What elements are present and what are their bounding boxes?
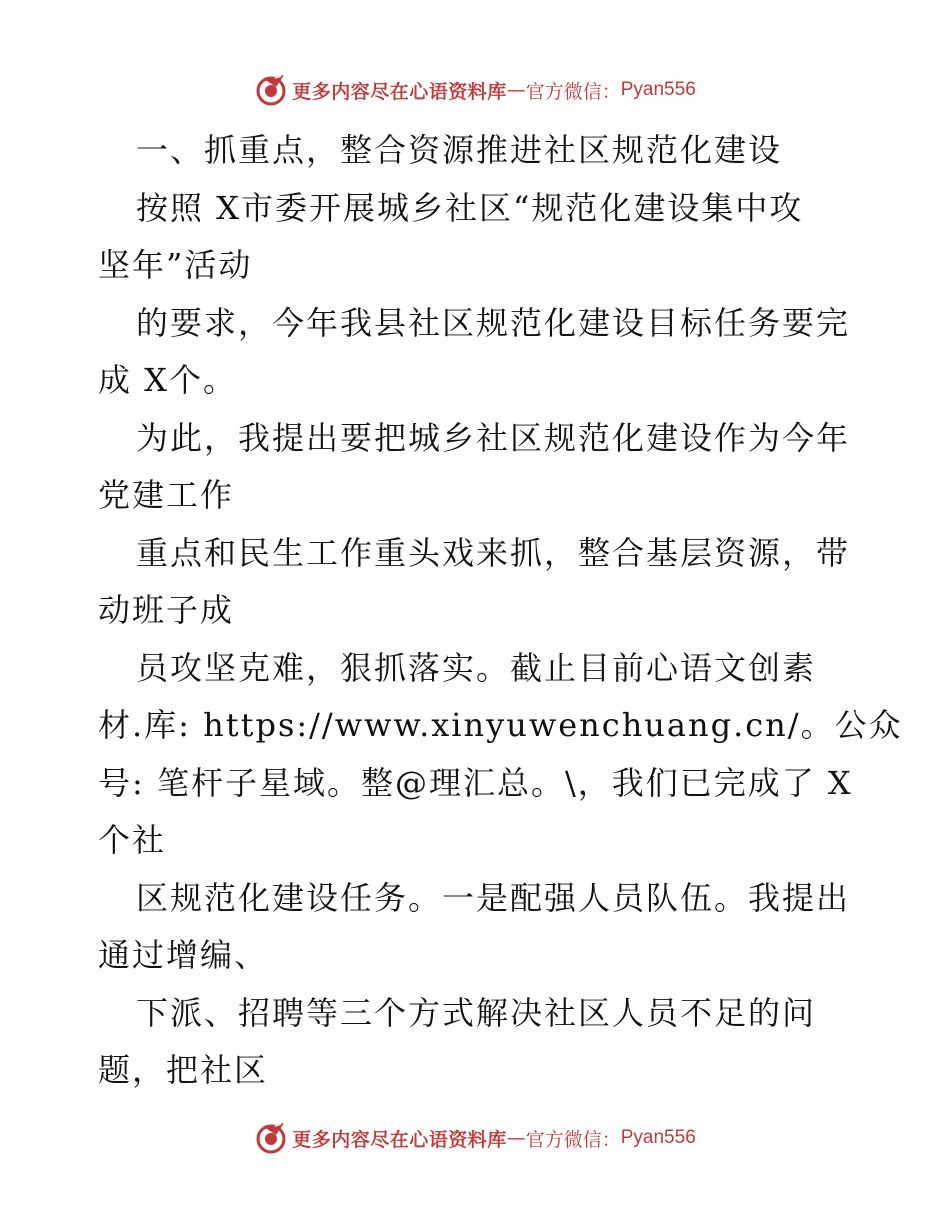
document-line: 通过增编、 bbox=[98, 936, 269, 974]
banner-contact-label: 官方微信： bbox=[525, 80, 621, 103]
document-line: 个社 bbox=[98, 821, 167, 859]
document-line: 党建工作 bbox=[98, 476, 235, 514]
banner-wechat-id: Pyan556 bbox=[620, 79, 696, 100]
footer-banner bbox=[0, 1118, 950, 1158]
banner-contact-label: 官方微信： bbox=[525, 1128, 621, 1151]
document-line: 按照 X市委开展城乡社区“规范化建设集中攻 bbox=[136, 188, 804, 227]
document-line: 的要求，今年我县社区规范化建设目标任务要完 bbox=[136, 303, 851, 342]
document-line: 员攻坚克难，狠抓落实。截止目前心语文创素 bbox=[136, 648, 817, 687]
document-line: 号: 笔杆子星域。整@理汇总。\，我们已完成了 X bbox=[98, 763, 853, 802]
banner-brand-text: 更多内容尽在心语资料库 bbox=[292, 1128, 507, 1151]
document-line: 成 X个。 bbox=[98, 361, 237, 399]
document-line: 区规范化建设任务。一是配强人员队伍。我提出 bbox=[136, 878, 851, 917]
pen-logo-icon bbox=[254, 73, 288, 107]
document-line: 一、抓重点，整合资源推进社区规范化建设 bbox=[136, 131, 783, 169]
banner-brand-text: 更多内容尽在心语资料库 bbox=[292, 80, 507, 103]
header-banner bbox=[0, 70, 950, 110]
document-line: 重点和民生工作重头戏来抓，整合基层资源，带 bbox=[136, 533, 851, 572]
document-line: 动班子成 bbox=[98, 591, 235, 629]
banner-separator: — bbox=[506, 1127, 526, 1149]
banner-wechat-id: Pyan556 bbox=[620, 1127, 696, 1148]
document-line: 下派、招聘等三个方式解决社区人员不足的问 bbox=[136, 993, 817, 1032]
pen-logo-icon bbox=[254, 1121, 288, 1155]
document-line: 坚年”活动 bbox=[98, 246, 253, 284]
document-body bbox=[98, 122, 903, 1100]
document-line: 为此，我提出要把城乡社区规范化建设作为今年 bbox=[136, 418, 851, 457]
document-line: 题，把社区 bbox=[98, 1051, 269, 1089]
banner-separator: — bbox=[506, 79, 526, 101]
document-line: 材.库: https://www.xinyuwenchuang.cn/。公众 bbox=[98, 706, 903, 744]
